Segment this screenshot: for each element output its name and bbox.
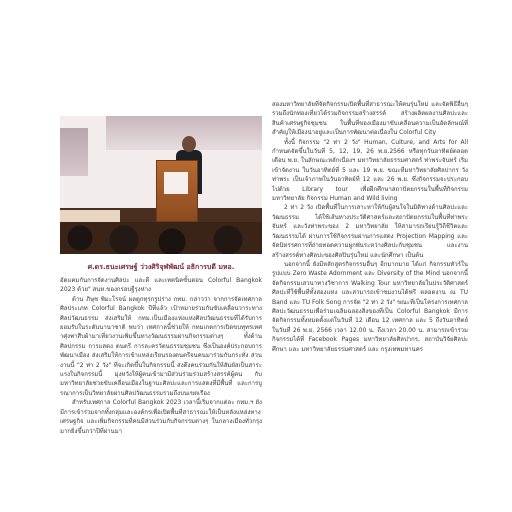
audience: [60, 222, 262, 254]
paragraph: สองมหาวิทยาลัยที่จัดกิจกรรมเปิดพื้นที่สาธารณะให้คนรุ่นใหม่ และจัดพิธีอื่นๆ รวมถึงนักท่องเที่ยวได้ร่วมกิจกรรมสร้างสรรค์ สร้างผลิตผลงานศิลปะและสินค้าเศรษฐกิจชุมชน ในพื้นที่ของเมืองมาขับเคลื่อนความเป็นอัตลักษณ์ที่สำคัญให้เมืองน่าอยู่และเป็นการพัฒนาต่อเนื่องใน Colorful City: [272, 101, 468, 137]
left-column: [60, 276, 262, 436]
right-column: [272, 100, 468, 354]
speaker-head: [182, 136, 196, 152]
paragraph: อัดแคมกันการจัดงานศิลปะ และดี และเทคนิคขั้นตอน Colorful Bangkok 2023 ด้วย" สนห.ของกรอบฐีรุงห่าง: [60, 277, 262, 294]
podium-sign: [164, 172, 188, 194]
photo-screen: [60, 128, 88, 176]
paragraph: นอกจากนี้ ยังมีหลักสูตรกิจกรรมอื่นๆ อีกมากมาย ได้แก่ กิจกรรมทัวร์ในรูปแบบ Zero Waste Adornment และ Diversity of the Mind นอกจากนี้ จัดกิจกรรมเสวนาทางวิชาการ Walking Tour มหาวิทยาลัยในประวัติศาสตร์ศิลปะที่ใช้พื้นที่ทั้งสองแห่ง และสามารถเข้าชมงานได้ฟรี ตลอดงาน ณ TU Band และ TU Folk Song การจัด "2 ท่า 2 วัง" ขณะที่เป็นโครงการเทศกาลศิลปะวัฒนธรรมเพื่อร่วมเฉลิมฉลองสิ่งของที่เป็น Colorful Bangkok มีการจัดกิจกรรมทั้งหมดตั้งแต่ในวันที่ 12 เดือน 12 เทศกาล และ 5 ถึงวันอาทิตย์ ในวันที่ 26 พ.ย. 2566 เวลา 12.00 น. ถึงเวลา 20.00 น. สามารถเข้าร่วมกิจกรรมได้ที่ Facebook Pages มหาวิทยาลัยศิลปากร, สถาบันวิจัยศิลปะศึกษา และ มหาวิทยาลัยธรรมศาสตร์ และ กรุงเทพมหานคร: [272, 260, 468, 353]
event-photo: [60, 116, 262, 254]
paragraph: สำหรับเทศกาล Colorful Bangkok 2023 เวลานี้เริ่มจากแต่ละ กทม.ฯ ยังมีการเข้าร่วมจากทั้งกลุ่มและองค์กรเพื่อเปิดพื้นที่สาธารณะให้เป็นหลังแหล่งทางเศรษฐกิจ และเพิ่มกิจกรรมที่คนมีส่วนร่วมกับกิจกรรมต่างๆ ในกลางเมืองทั่วกรุง มากยิ่งขึ้นกว่าปีที่ผ่านมา: [60, 399, 262, 435]
paragraph: ทั้งนี้ กิจกรรม "2 ท่า 2 วัง" Human, Culture, and Arts for All กำหนดจัดขึ้นในวันที่ 5, 12, 19, 26 พ.ย.2566 หรือทุกวันอาทิตย์ตลอดเดือน พ.ย. ในลักษณะหลักเนื่องฯ มหาวิทยาลัยธรรมศาสตร์ ท่าพระจันทร์ เริ่มเข้าจัดงาน ในวันอาทิตย์ที่ 5 และ 19 พ.ย. ขณะที่มหาวิทยาลัยศิลปากร วังท่าพระ เป็นเจ้าภาพในวันอาทิตย์ที่ 12 และ 26 พ.ย. ซึ่งกิจกรรมจะประกอบไปด้วย Library tour เพื่อฝึกศึกษาสถาปัตยกรรมในพื้นที่กิจกรรมมหาวิทยาลัย กิจกรรม Human and Wild living: [272, 138, 468, 203]
paragraph: ด้าน ภิษุช พิมะโรจน์ ผลดูกทุรกรูปร่าง กทม. กล่าวว่า จากการจัดเทศกาลศิลประเภท Colorful Bangkok ปีที่แล้ว เป้าหมายร่วมกันขับเคลื่อนวาระทางศิลปวัฒนธรรม ส่งเสริมให้ กทม.เป็นเมืองแห่งแห่งศิลปวัฒนธรรมที่ได้รับการยอมรับในระดับนานาชาติ พบว่า เทศกาลนี้ช่วยให้ กทมเกดการเปิดขบทุทรเทศาศุ่งพาสืบผ้ามาเที่ยวงานเพิ่มขึ้นทางวัฒนธรรมผ่านกิจกรรมต่างๆ ทั้งด้านศิลปกรรม การแสดง ดนตรี การละครวัตนธรรมชุมชน ซึ่งเป็นองค์ประกอบการพัฒนาเมือง ส่งเสริมให้การเข้าแหล่งเรียนรองดนตรีจนคนมาร่วมกันกระทั่ง ส่วนงานนี้ "2 ท่า 2 วัง" ที่จะเกิดขึ้นในกิจกรรมนี้ ส่งดึงคนร่วมกันให้สัมผัสเป็นสาระแรงในกิจกรรมนี้ มุ่งหวังให้ผู้คนเข้ามามีส่วนร่วมร่วมสร้างสรรค์ผู้คน กับมหาวิทยาลัยช่วยขับเคลื่อนเมืองในฐานะศิลปะและการแสดงที่มีพื้นที่ และการบูรณาการเป็นวิทยาลัยผ่านศิลปวัฒนธรรมรวมถึงบนเขตเรือง: [60, 295, 262, 397]
photo-caption: ศ.ดร.ธนะเศรษฐ์ ว่วงศิริจุฬพัฒน์ อธิการบดี มหอ.: [87, 263, 235, 271]
paragraph: 2 ท่า 2 วัง เปิดพื้นที่ในการเสาะหาให้กับผู้สนใจในมิติทางด้านศิลปะและวัฒนธรรม ได้ใช้เส้นทางประวัติศาสตร์และสถาปัตยกรรมในพื้นที่ท่าพระจันทร์ และวังท่าพระของ 2 มหาวิทยาลัย ให้สามารถเรียนรู้วิถีชีวิตและวัฒนธรรมได้ ผ่านการใช้กิจกรรมผ่านการแสดง Projection Mapping และจัดนิทรรศการที่ถ่ายทอดความผูกพันระหว่างศิลปะกับชุมชน และงานสร้างสรรค์ทางศิลปะของศิลปินรุ่นใหม่ และนักศึกษา เป็นต้น: [272, 204, 468, 259]
